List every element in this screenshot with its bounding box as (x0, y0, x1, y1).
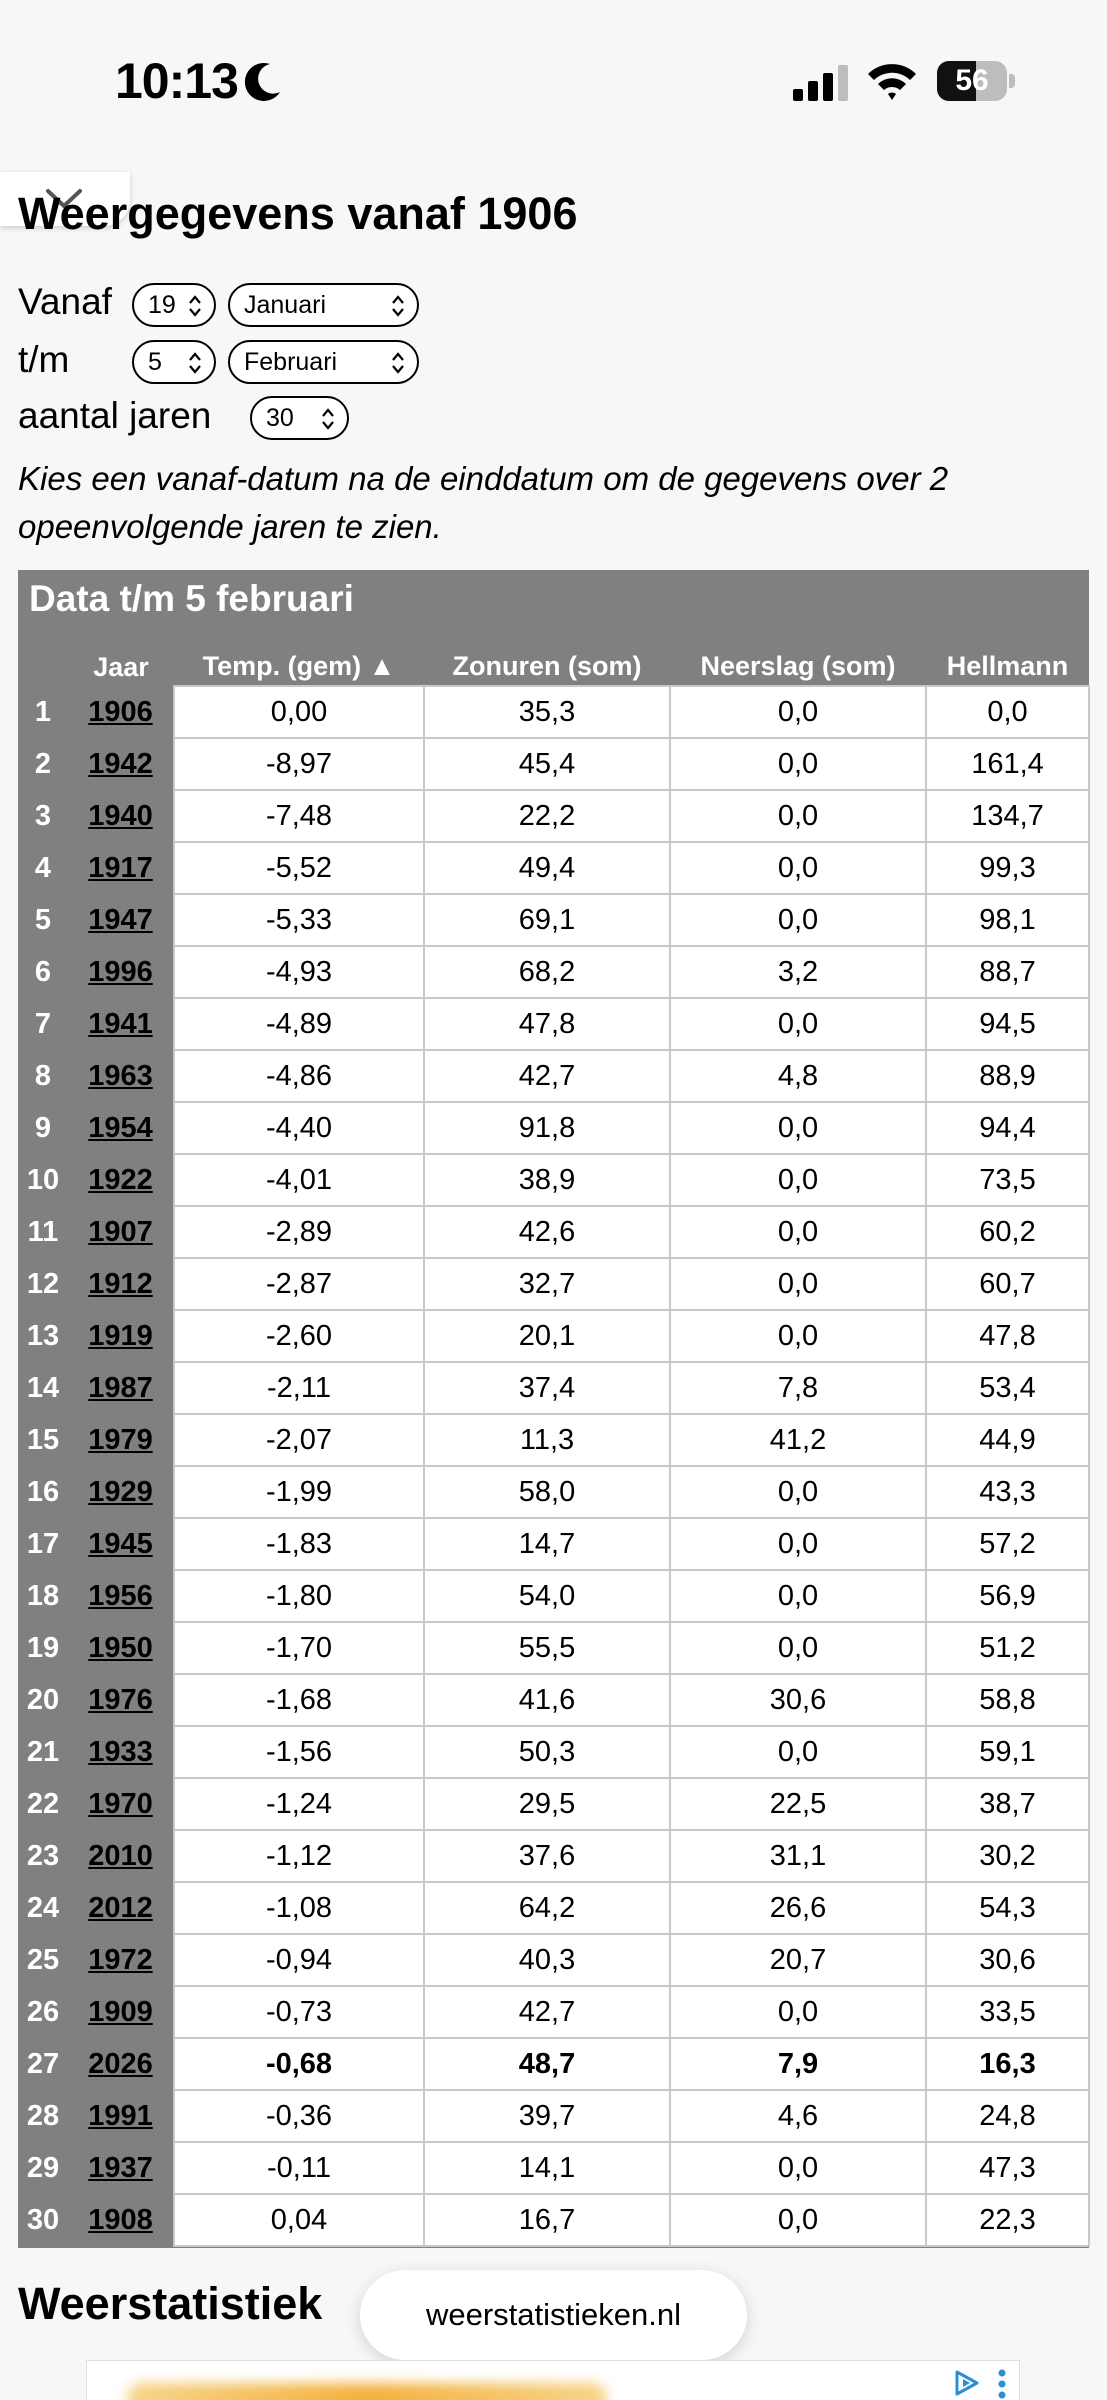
rain-cell: 4,8 (670, 1050, 926, 1102)
hellmann-cell: 51,2 (926, 1622, 1089, 1674)
rain-cell: 0,0 (670, 1726, 926, 1778)
sun-cell: 64,2 (424, 1882, 670, 1934)
rain-cell: 0,0 (670, 738, 926, 790)
rain-cell: 0,0 (670, 1466, 926, 1518)
weather-table (18, 648, 1090, 2247)
rain-cell: 0,0 (670, 1102, 926, 1154)
year-link[interactable]: 1991 (88, 2099, 153, 2132)
sun-cell: 48,7 (424, 2038, 670, 2090)
hellmann-cell: 98,1 (926, 894, 1089, 946)
year-link[interactable]: 1907 (88, 1215, 153, 1248)
table-row (18, 1518, 1089, 1570)
temp-cell: -1,24 (174, 1778, 424, 1830)
ad-image (127, 2383, 607, 2400)
table-row (18, 1414, 1089, 1466)
rank-cell: 12 (26, 1267, 60, 1300)
rain-cell: 0,0 (670, 894, 926, 946)
rank-cell: 17 (26, 1527, 60, 1560)
rank-cell: 7 (34, 1007, 52, 1040)
hellmann-cell: 88,7 (926, 946, 1089, 998)
sun-cell: 22,2 (424, 790, 670, 842)
rank-cell: 4 (34, 851, 52, 884)
table-row (18, 1674, 1089, 1726)
rank-cell: 25 (26, 1943, 60, 1976)
year-link[interactable]: 1963 (88, 1059, 153, 1092)
header-year[interactable]: Jaar (93, 651, 149, 682)
sun-cell: 35,3 (424, 686, 670, 738)
temp-cell: -2,89 (174, 1206, 424, 1258)
rank-cell: 6 (34, 955, 52, 988)
year-link[interactable]: 1909 (88, 1995, 153, 2028)
wifi-icon (866, 60, 918, 102)
header-rank (18, 648, 68, 686)
hellmann-cell: 30,6 (926, 1934, 1089, 1986)
hellmann-cell: 94,4 (926, 1102, 1089, 1154)
moon-icon (240, 60, 284, 104)
sun-cell: 49,4 (424, 842, 670, 894)
sun-cell: 11,3 (424, 1414, 670, 1466)
hellmann-cell: 56,9 (926, 1570, 1089, 1622)
rank-cell: 30 (26, 2203, 60, 2236)
battery-level: 56 (955, 64, 989, 97)
hellmann-cell: 38,7 (926, 1778, 1089, 1830)
rank-cell: 28 (26, 2099, 60, 2132)
table-row (18, 1102, 1089, 1154)
hellmann-cell: 58,8 (926, 1674, 1089, 1726)
sun-cell: 69,1 (424, 894, 670, 946)
page-title: Weergegevens vanaf 1906 (18, 188, 578, 239)
year-link[interactable]: 1937 (88, 2151, 153, 2184)
rank-cell: 13 (26, 1319, 60, 1352)
header-rain[interactable]: Neerslag (som) (700, 651, 896, 681)
rank-cell: 21 (26, 1735, 60, 1768)
year-link[interactable]: 1947 (88, 903, 153, 936)
year-link[interactable]: 1970 (88, 1787, 153, 1820)
sun-cell: 29,5 (424, 1778, 670, 1830)
hellmann-cell: 43,3 (926, 1466, 1089, 1518)
temp-cell: -0,73 (174, 1986, 424, 2038)
hellmann-cell: 60,2 (926, 1206, 1089, 1258)
rank-cell: 18 (26, 1579, 60, 1612)
rain-cell: 0,0 (670, 842, 926, 894)
rain-cell: 4,6 (670, 2090, 926, 2142)
table-row (18, 894, 1089, 946)
hellmann-cell: 73,5 (926, 1154, 1089, 1206)
from-month-select[interactable] (228, 283, 419, 327)
select-arrows-icon (391, 351, 405, 375)
status-time: 10:13 (115, 53, 238, 109)
from-row (18, 277, 112, 327)
url-bar[interactable] (360, 2270, 747, 2360)
rank-cell: 9 (34, 1111, 52, 1144)
rank-cell: 8 (34, 1059, 52, 1092)
table-row (18, 946, 1089, 998)
temp-cell: -1,68 (174, 1674, 424, 1726)
hellmann-cell: 16,3 (926, 2038, 1089, 2090)
temp-cell: -1,83 (174, 1518, 424, 1570)
year-link[interactable]: 1922 (88, 1163, 153, 1196)
rain-cell: 0,0 (670, 2194, 926, 2246)
rain-cell: 41,2 (670, 1414, 926, 1466)
temp-cell: -0,94 (174, 1934, 424, 1986)
temp-cell: -2,07 (174, 1414, 424, 1466)
temp-cell: -4,89 (174, 998, 424, 1050)
rain-cell: 0,0 (670, 998, 926, 1050)
temp-cell: -8,97 (174, 738, 424, 790)
table-row (18, 1362, 1089, 1414)
table-row (18, 1830, 1089, 1882)
rain-cell: 0,0 (670, 686, 926, 738)
sun-cell: 14,7 (424, 1518, 670, 1570)
year-link[interactable]: 1956 (88, 1579, 153, 1612)
rank-cell: 3 (34, 799, 52, 832)
years-value: 30 (266, 403, 294, 432)
rain-cell: 3,2 (670, 946, 926, 998)
rain-cell: 22,5 (670, 1778, 926, 1830)
temp-cell: -2,11 (174, 1362, 424, 1414)
table-row (18, 1466, 1089, 1518)
rain-cell: 0,0 (670, 1518, 926, 1570)
hellmann-cell: 47,3 (926, 2142, 1089, 2194)
rain-cell: 7,8 (670, 1362, 926, 1414)
table-row (18, 738, 1089, 790)
more-vertical-icon[interactable] (997, 2369, 1007, 2399)
hellmann-cell: 161,4 (926, 738, 1089, 790)
year-link[interactable]: 1979 (88, 1423, 153, 1456)
rain-cell: 0,0 (670, 1986, 926, 2038)
temp-cell: -1,80 (174, 1570, 424, 1622)
rain-cell: 26,6 (670, 1882, 926, 1934)
table-body (18, 686, 1089, 2246)
year-link[interactable]: 1987 (88, 1371, 153, 1404)
table-row (18, 998, 1089, 1050)
temp-cell: -1,70 (174, 1622, 424, 1674)
year-link[interactable]: 1908 (88, 2203, 153, 2236)
table-row (18, 1986, 1089, 2038)
ad-banner[interactable] (86, 2360, 1020, 2400)
table-header-row (18, 648, 1089, 686)
rain-cell: 0,0 (670, 1206, 926, 1258)
rain-cell: 30,6 (670, 1674, 926, 1726)
table-row (18, 2142, 1089, 2194)
sun-cell: 55,5 (424, 1622, 670, 1674)
sun-cell: 16,7 (424, 2194, 670, 2246)
rain-cell: 0,0 (670, 1622, 926, 1674)
from-month-value: Januari (244, 290, 326, 319)
hellmann-cell: 54,3 (926, 1882, 1089, 1934)
select-arrows-icon (321, 407, 335, 431)
header-hellmann[interactable]: Hellmann (946, 651, 1069, 681)
year-link[interactable]: 2026 (88, 2047, 153, 2080)
year-link[interactable]: 1933 (88, 1735, 153, 1768)
year-link[interactable]: 1929 (88, 1475, 153, 1508)
years-label: aantal jaren (18, 395, 212, 436)
to-day-value: 5 (148, 347, 162, 376)
temp-cell: -0,68 (174, 2038, 424, 2090)
temp-cell: -0,36 (174, 2090, 424, 2142)
rank-cell: 2 (34, 747, 52, 780)
temp-cell: -7,48 (174, 790, 424, 842)
date-hint: Kies een vanaf-datum na de einddatum om de gegevens over 2 opeenvolgende jaren te zien. (18, 460, 949, 545)
sun-cell: 45,4 (424, 738, 670, 790)
temp-cell: -1,08 (174, 1882, 424, 1934)
rank-cell: 16 (26, 1475, 60, 1508)
hellmann-cell: 44,9 (926, 1414, 1089, 1466)
section-heading: Weerstatistiek (18, 2278, 323, 2329)
year-link[interactable]: 1912 (88, 1267, 153, 1300)
rank-cell: 24 (26, 1891, 60, 1924)
table-row (18, 1206, 1089, 1258)
data-panel (18, 570, 1089, 2248)
temp-cell: -2,60 (174, 1310, 424, 1362)
table-row (18, 2038, 1089, 2090)
temp-cell: -4,40 (174, 1102, 424, 1154)
sun-cell: 38,9 (424, 1154, 670, 1206)
table-row (18, 1258, 1089, 1310)
table-row (18, 1622, 1089, 1674)
table-row (18, 1882, 1089, 1934)
sun-cell: 37,4 (424, 1362, 670, 1414)
years-select[interactable] (250, 396, 349, 440)
rain-cell: 0,0 (670, 1154, 926, 1206)
table-title: Data t/m 5 februari (29, 578, 354, 619)
header-sun[interactable]: Zonuren (som) (452, 651, 642, 681)
temp-cell: -1,99 (174, 1466, 424, 1518)
table-row (18, 2090, 1089, 2142)
hellmann-cell: 94,5 (926, 998, 1089, 1050)
table-row (18, 1778, 1089, 1830)
rank-cell: 29 (26, 2151, 60, 2184)
rank-cell: 22 (26, 1787, 60, 1820)
temp-cell: 0,00 (174, 686, 424, 738)
hellmann-cell: 22,3 (926, 2194, 1089, 2246)
rain-cell: 7,9 (670, 2038, 926, 2090)
temp-cell: -4,93 (174, 946, 424, 998)
rank-cell: 27 (26, 2047, 60, 2080)
from-day-value: 19 (148, 290, 176, 319)
temp-cell: -5,33 (174, 894, 424, 946)
status-bar (0, 0, 1107, 165)
hellmann-cell: 47,8 (926, 1310, 1089, 1362)
sun-cell: 32,7 (424, 1258, 670, 1310)
rank-cell: 20 (26, 1683, 60, 1716)
sun-cell: 39,7 (424, 2090, 670, 2142)
battery-indicator (937, 61, 1015, 101)
table-row (18, 1310, 1089, 1362)
hellmann-cell: 88,9 (926, 1050, 1089, 1102)
hellmann-cell: 30,2 (926, 1830, 1089, 1882)
hellmann-cell: 24,8 (926, 2090, 1089, 2142)
rank-cell: 26 (26, 1995, 60, 2028)
hellmann-cell: 33,5 (926, 1986, 1089, 2038)
select-arrows-icon (391, 294, 405, 318)
table-row (18, 2194, 1089, 2246)
cellular-signal-icon (793, 65, 851, 101)
rank-cell: 1 (34, 695, 52, 728)
rank-cell: 15 (26, 1423, 60, 1456)
sun-cell: 42,7 (424, 1050, 670, 1102)
hellmann-cell: 60,7 (926, 1258, 1089, 1310)
year-link[interactable]: 1917 (88, 851, 153, 884)
header-temp[interactable]: Temp. (gem) ▲ (202, 651, 396, 681)
year-link[interactable]: 1976 (88, 1683, 153, 1716)
sun-cell: 40,3 (424, 1934, 670, 1986)
rank-cell: 19 (26, 1631, 60, 1664)
year-link[interactable]: 1945 (88, 1527, 153, 1560)
sun-cell: 37,6 (424, 1830, 670, 1882)
to-label: t/m (18, 339, 70, 380)
temp-cell: 0,04 (174, 2194, 424, 2246)
rain-cell: 20,7 (670, 1934, 926, 1986)
year-link[interactable]: 2012 (88, 1891, 153, 1924)
sun-cell: 47,8 (424, 998, 670, 1050)
rain-cell: 0,0 (670, 1570, 926, 1622)
sun-cell: 42,7 (424, 1986, 670, 2038)
rank-cell: 5 (34, 903, 52, 936)
table-row (18, 842, 1089, 894)
from-label: Vanaf (18, 281, 112, 322)
year-link[interactable]: 1940 (88, 799, 153, 832)
year-link[interactable]: 1919 (88, 1319, 153, 1352)
rain-cell: 31,1 (670, 1830, 926, 1882)
rain-cell: 0,0 (670, 1258, 926, 1310)
years-row (18, 391, 211, 441)
hellmann-cell: 53,4 (926, 1362, 1089, 1414)
temp-cell: -0,11 (174, 2142, 424, 2194)
sun-cell: 68,2 (424, 946, 670, 998)
rank-cell: 11 (27, 1215, 59, 1248)
sun-cell: 91,8 (424, 1102, 670, 1154)
year-link[interactable]: 1941 (88, 1007, 153, 1040)
sun-cell: 41,6 (424, 1674, 670, 1726)
year-link[interactable]: 1996 (88, 955, 153, 988)
year-link[interactable]: 1906 (88, 695, 153, 728)
rank-cell: 14 (26, 1371, 60, 1404)
hellmann-cell: 59,1 (926, 1726, 1089, 1778)
sun-cell: 58,0 (424, 1466, 670, 1518)
rank-cell: 10 (26, 1163, 60, 1196)
table-row (18, 1726, 1089, 1778)
table-row (18, 686, 1089, 738)
year-link[interactable]: 1954 (88, 1111, 153, 1144)
table-row (18, 1570, 1089, 1622)
rain-cell: 0,0 (670, 790, 926, 842)
temp-cell: -1,12 (174, 1830, 424, 1882)
to-day-select[interactable] (132, 340, 216, 384)
temp-cell: -4,01 (174, 1154, 424, 1206)
to-month-value: Februari (244, 347, 338, 376)
select-arrows-icon (188, 294, 202, 318)
select-arrows-icon (188, 351, 202, 375)
year-link[interactable]: 1942 (88, 747, 153, 780)
temp-cell: -5,52 (174, 842, 424, 894)
sun-cell: 54,0 (424, 1570, 670, 1622)
hellmann-cell: 99,3 (926, 842, 1089, 894)
to-month-select[interactable] (228, 340, 419, 384)
rain-cell: 0,0 (670, 1310, 926, 1362)
url-text: weerstatistieken.nl (425, 2297, 681, 2332)
adchoices-icon[interactable] (953, 2369, 981, 2397)
sun-cell: 14,1 (424, 2142, 670, 2194)
temp-cell: -2,87 (174, 1258, 424, 1310)
sun-cell: 50,3 (424, 1726, 670, 1778)
table-row (18, 1934, 1089, 1986)
hellmann-cell: 134,7 (926, 790, 1089, 842)
hellmann-cell: 0,0 (926, 686, 1089, 738)
rain-cell: 0,0 (670, 2142, 926, 2194)
year-link[interactable]: 1972 (88, 1943, 153, 1976)
table-row (18, 790, 1089, 842)
sun-cell: 20,1 (424, 1310, 670, 1362)
temp-cell: -4,86 (174, 1050, 424, 1102)
hellmann-cell: 57,2 (926, 1518, 1089, 1570)
year-link[interactable]: 1950 (88, 1631, 153, 1664)
year-link[interactable]: 2010 (88, 1839, 153, 1872)
sun-cell: 42,6 (424, 1206, 670, 1258)
table-row (18, 1154, 1089, 1206)
to-row (18, 335, 69, 385)
temp-cell: -1,56 (174, 1726, 424, 1778)
table-row (18, 1050, 1089, 1102)
from-day-select[interactable] (132, 283, 216, 327)
rank-cell: 23 (26, 1839, 60, 1872)
